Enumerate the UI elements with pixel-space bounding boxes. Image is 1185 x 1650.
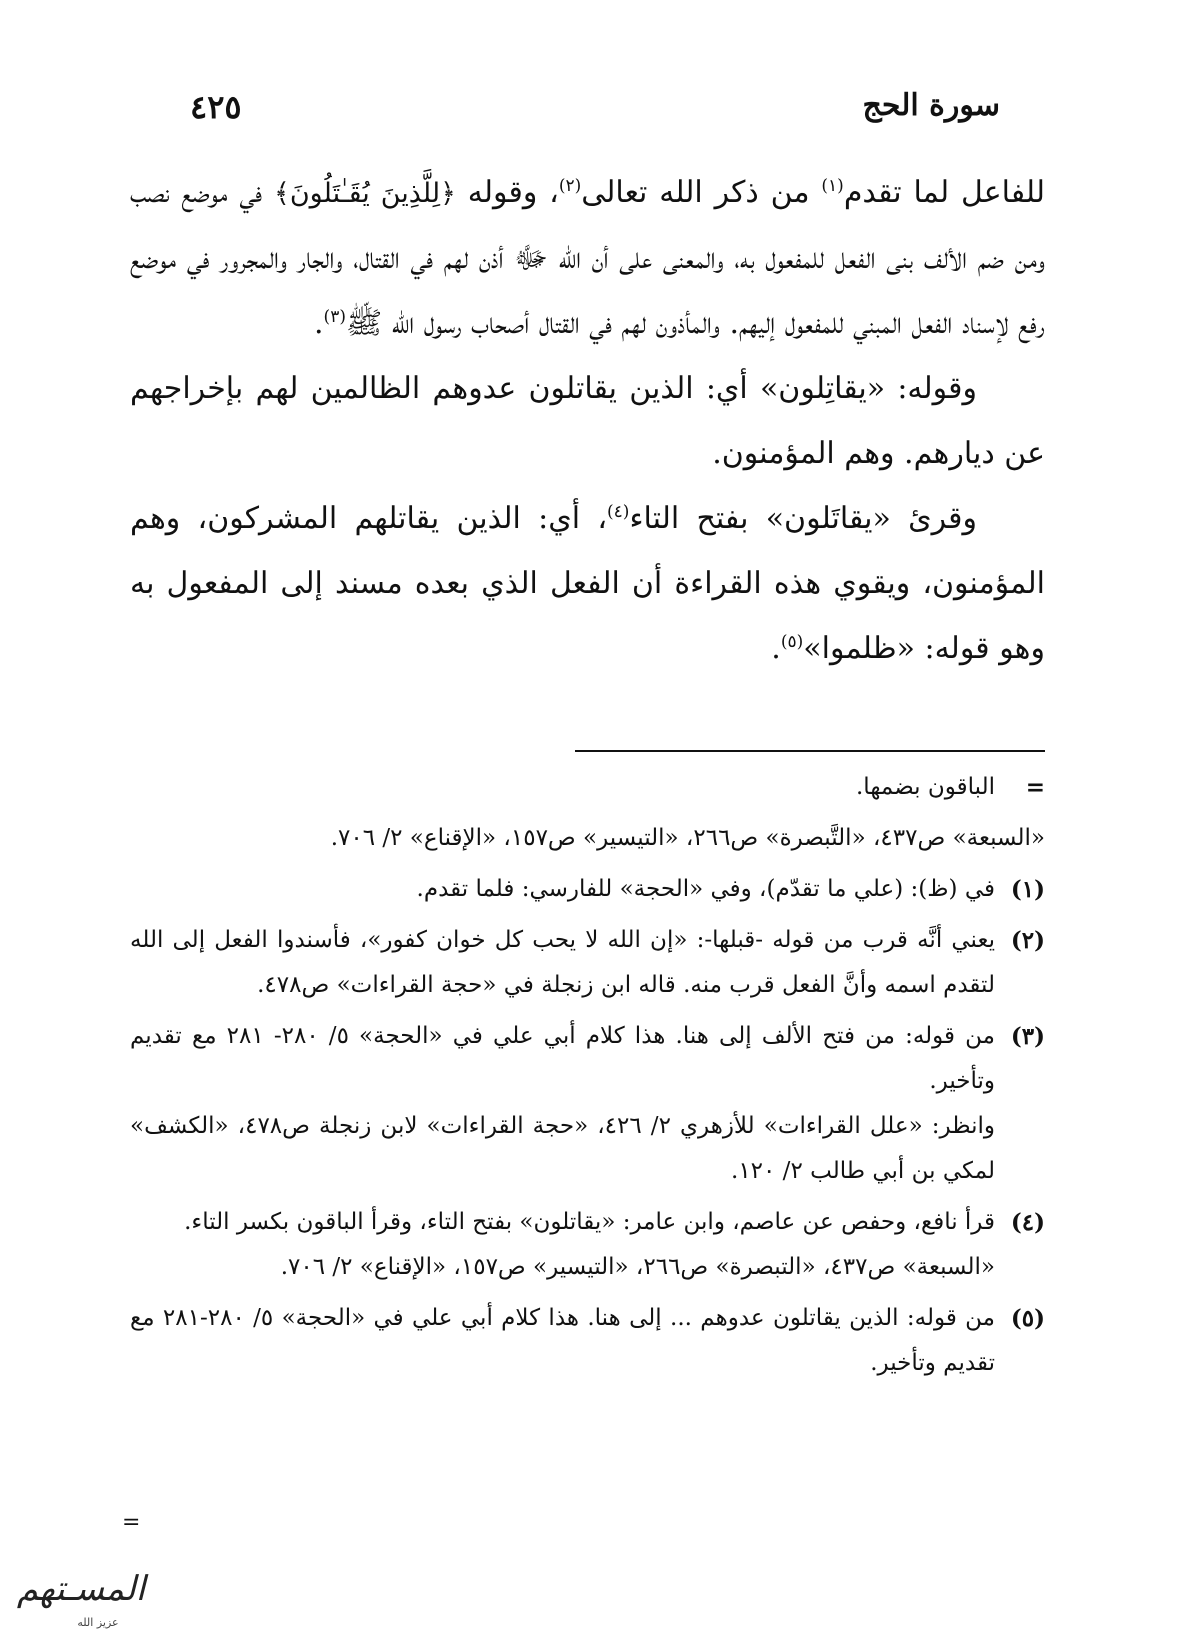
paragraph-1 (130, 160, 1045, 356)
footnote-text: يعني أنَّه قرب من قوله -قبلها-: «إن الله لا يحب كل خوان كفور»، فأسندوا الفعل إلى الله لتقدم اسمه وأنَّ الفعل قرب منه. قاله ابن زنجلة في «حجة القراءات» ص٤٧٨. (130, 927, 995, 998)
footnote-number: (١) (1010, 876, 1045, 903)
footnote-number: (٤) (1010, 1209, 1045, 1236)
page-header (190, 88, 1000, 138)
paragraph-3 (130, 486, 1045, 681)
footnote-2 (130, 918, 1045, 1008)
footnotes (130, 765, 1045, 1392)
footnote-1 (130, 867, 1045, 912)
main-text (130, 160, 1045, 681)
footnote-reference-line (130, 816, 1045, 861)
continuation-marker: = (1025, 774, 1045, 801)
surah-title: سورة الحج (862, 88, 1000, 123)
footnote-4 (130, 1200, 1045, 1290)
logo-subtext: عزيز الله (77, 1616, 119, 1629)
page-number: ٤٢٥ (190, 88, 242, 126)
footnote-ref-4[interactable]: (٤) (607, 502, 630, 522)
footnote-number: (٣) (1010, 1023, 1045, 1050)
text-span: للفاعل لما تقدم (843, 175, 1045, 210)
quran-quote: ﴿لِلَّذِينَ يُقَـٰتَلُونَ﴾ (274, 178, 456, 209)
text-span: من ذكر الله تعالى (581, 175, 822, 210)
text-span: . (314, 306, 324, 341)
library-logo (6, 1558, 156, 1638)
footnote-separator (575, 750, 1045, 752)
text-span: . (771, 631, 781, 666)
footnote-ref-2[interactable]: (٢) (558, 176, 582, 196)
paragraph-2: وقوله: «يقاتِلون» أي: الذين يقاتلون عدوهم الظالمين لهم بإخراجهم عن ديارهم. وهم المؤمنون. (130, 371, 1045, 471)
footnote-text: من قوله: الذين يقاتلون عدوهم ... إلى هنا. هذا كلام أبي علي في «الحجة» ٥/ ٢٨٠-٢٨١ مع تقديم وتأخير. (130, 1305, 995, 1376)
text-span: وقرئ «يقاتَلون» بفتح التاء (629, 501, 978, 536)
footnote-text: وانظر: «علل القراءات» للأزهري ٢/ ٤٢٦، «حجة القراءات» لابن زنجلة ص٤٧٨، «الكشف» لمكي بن أبي طالب ٢/ ١٢٠. (130, 1113, 996, 1184)
footnote-text: من قوله: من فتح الألف إلى هنا. هذا كلام أبي علي في «الحجة» ٥/ ٢٨٠- ٢٨١ مع تقديم وتأخير. (130, 1023, 995, 1094)
footnote-text: «السبعة» ص٤٣٧، «التبصرة» ص٢٦٦، «التيسير» ص١٥٧، «الإقناع» ٢/ ٧٠٦. (280, 1254, 995, 1280)
footnote-text: قرأ نافع، وحفص عن عاصم، وابن عامر: «يقاتلون» بفتح التاء، وقرأ الباقون بكسر التاء. (184, 1209, 995, 1235)
footnote-continuation (130, 765, 1045, 810)
footnote-text: في (ظ): (علي ما تقدّم)، وفي «الحجة» للفارسي: فلما تقدم. (416, 876, 995, 902)
footnote-text: الباقون بضمها. (856, 774, 995, 800)
text-span: ، وقوله (455, 175, 559, 210)
footnote-number: (٥) (1010, 1305, 1045, 1332)
logo-text: المسـتهم (16, 1569, 146, 1609)
footnote-ref-1[interactable]: (١) (821, 176, 844, 196)
footnote-5 (130, 1296, 1045, 1386)
footnote-ref-3[interactable]: (٣) (323, 307, 346, 327)
footnote-number: (٢) (1010, 927, 1045, 954)
footnote-text: «السبعة» ص٤٣٧، «التَّبصرة» ص٢٦٦، «التيسير» ص١٥٧، «الإقناع» ٢/ ٧٠٦. (330, 825, 1045, 851)
text-span: ، أي: الذين يقاتلهم المشركون، وهم المؤمنون، ويقوي هذه القراءة أن الفعل الذي بعده مسند إلى المفعول به وهو قوله: «ظلموا» (130, 501, 1045, 666)
text-span: في موضع نصب ومن ضم الألف بنى الفعل للمفعول به، والمعنى على أن الله ﷻ أذن لهم في القتال، والجار والمجرور في موضع رفع لإسناد الفعل المبني للمفعول إليهم. والمأذون لهم في القتال أصحاب رسول الله ﷺ (130, 175, 1045, 341)
footnote-ref-5[interactable]: (٥) (780, 632, 804, 652)
continuation-marker: = (122, 1510, 141, 1535)
footnote-3 (130, 1014, 1045, 1194)
